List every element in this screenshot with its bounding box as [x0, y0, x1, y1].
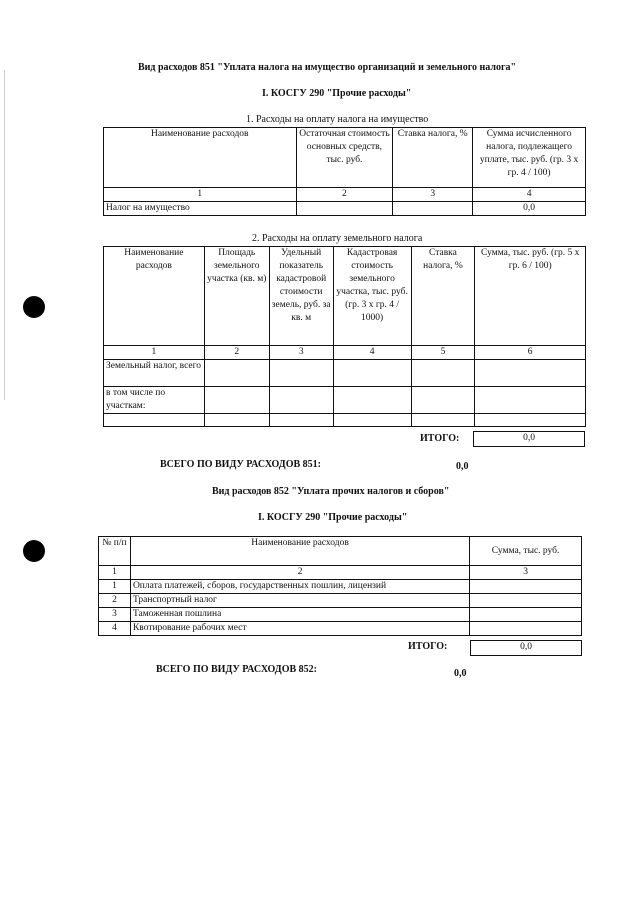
punch-hole-top [23, 296, 45, 318]
empty-cell [475, 360, 586, 387]
table-row [99, 594, 582, 608]
property-tax-caption: 1. Расходы на оплату налога на имущество [246, 114, 429, 125]
table-row [99, 580, 582, 594]
index-cell: 1 [104, 188, 297, 202]
table-row [104, 387, 586, 414]
section-852-kosgu: I. КОСГУ 290 "Прочие расходы" [258, 512, 408, 523]
section-852-grand-total-value: 0,0 [454, 668, 467, 679]
row-number-cell: 1 [99, 580, 131, 594]
empty-cell [333, 387, 411, 414]
header-cell: Удельный показатель кадастровой стоимости земель, руб. за кв. м [269, 247, 333, 346]
index-cell: 5 [411, 346, 475, 360]
index-cell: 1 [99, 566, 131, 580]
section-852-grand-total-label: ВСЕГО ПО ВИДУ РАСХОДОВ 852: [156, 664, 317, 675]
table-row [99, 622, 582, 636]
empty-cell [333, 360, 411, 387]
row-sum-cell: 0,0 [473, 202, 586, 216]
table-header-row [99, 537, 582, 566]
index-cell: 3 [393, 188, 473, 202]
header-cell: Ставка налога, % [411, 247, 475, 346]
index-cell: 4 [333, 346, 411, 360]
empty-cell [475, 387, 586, 414]
row-number-cell: 3 [99, 608, 131, 622]
land-tax-caption: 2. Расходы на оплату земельного налога [252, 233, 423, 244]
other-taxes-table [98, 536, 582, 636]
row-name-cell: Транспортный налог [130, 594, 469, 608]
header-cell: Кадастровая стоимость земельного участка, тыс. руб. (гр. 3 х гр. 4 / 1000) [333, 247, 411, 346]
property-tax-table [103, 127, 586, 216]
section-851-title: Вид расходов 851 "Уплата налога на имущество организаций и земельного налога" [138, 62, 517, 73]
row-sum-cell [470, 608, 582, 622]
header-cell: Остаточная стоимость основных средств, тыс. руб. [296, 128, 393, 188]
index-cell: 6 [475, 346, 586, 360]
row-name-cell [104, 414, 205, 427]
index-cell: 1 [104, 346, 205, 360]
index-cell: 3 [470, 566, 582, 580]
empty-cell [411, 387, 475, 414]
header-cell: Наименование расходов [104, 128, 297, 188]
empty-cell [269, 387, 333, 414]
index-cell: 4 [473, 188, 586, 202]
section-851-kosgu: I. КОСГУ 290 "Прочие расходы" [262, 88, 412, 99]
section-852-title: Вид расходов 852 "Уплата прочих налогов и сборов" [212, 486, 450, 497]
land-tax-total-label: ИТОГО: [420, 433, 460, 444]
row-name-cell: Налог на имущество [104, 202, 297, 216]
column-index-row [99, 566, 582, 580]
land-tax-total-value: 0,0 [473, 431, 585, 447]
empty-cell [204, 414, 269, 427]
column-index-row [104, 188, 586, 202]
empty-cell [475, 414, 586, 427]
scan-edge-line [4, 70, 5, 400]
row-name-cell: Оплата платежей, сборов, государственных пошлин, лицензий [130, 580, 469, 594]
header-cell: Ставка налога, % [393, 128, 473, 188]
index-cell: 2 [296, 188, 393, 202]
header-cell: Сумма, тыс. руб. [470, 537, 582, 566]
row-sum-cell [470, 580, 582, 594]
empty-cell [204, 387, 269, 414]
header-cell: Сумма, тыс. руб. (гр. 5 х гр. 6 / 100) [475, 247, 586, 346]
row-rate-cell [393, 202, 473, 216]
other-taxes-total-label: ИТОГО: [408, 641, 448, 652]
header-cell: Наименование расходов [104, 247, 205, 346]
row-name-cell: в том числе по участкам: [104, 387, 205, 414]
row-sum-cell [470, 594, 582, 608]
empty-cell [333, 414, 411, 427]
table-row [104, 202, 586, 216]
row-name-cell: Земельный налог, всего [104, 360, 205, 387]
header-cell: Наименование расходов [130, 537, 469, 566]
row-number-cell: 4 [99, 622, 131, 636]
row-number-cell: 2 [99, 594, 131, 608]
land-tax-table [103, 246, 586, 427]
other-taxes-total-value: 0,0 [470, 640, 582, 656]
index-cell: 3 [269, 346, 333, 360]
row-sum-cell [470, 622, 582, 636]
empty-cell [411, 414, 475, 427]
table-row [99, 608, 582, 622]
section-851-grand-total-label: ВСЕГО ПО ВИДУ РАСХОДОВ 851: [160, 459, 321, 470]
empty-cell [269, 414, 333, 427]
section-851-grand-total-value: 0,0 [456, 461, 469, 472]
row-name-cell: Таможенная пошлина [130, 608, 469, 622]
table-row [104, 360, 586, 387]
row-name-cell: Квотирование рабочих мест [130, 622, 469, 636]
index-cell: 2 [204, 346, 269, 360]
row-cost-cell [296, 202, 393, 216]
header-cell: Площадь земельного участка (кв. м) [204, 247, 269, 346]
header-cell: Сумма исчисленного налога, подлежащего уплате, тыс. руб. (гр. 3 х гр. 4 / 100) [473, 128, 586, 188]
table-header-row [104, 247, 586, 346]
empty-cell [411, 360, 475, 387]
empty-cell [269, 360, 333, 387]
index-cell: 2 [130, 566, 469, 580]
header-cell: № п/п [99, 537, 131, 566]
table-row [104, 414, 586, 427]
punch-hole-bottom [23, 540, 45, 562]
empty-cell [204, 360, 269, 387]
table-header-row [104, 128, 586, 188]
column-index-row [104, 346, 586, 360]
